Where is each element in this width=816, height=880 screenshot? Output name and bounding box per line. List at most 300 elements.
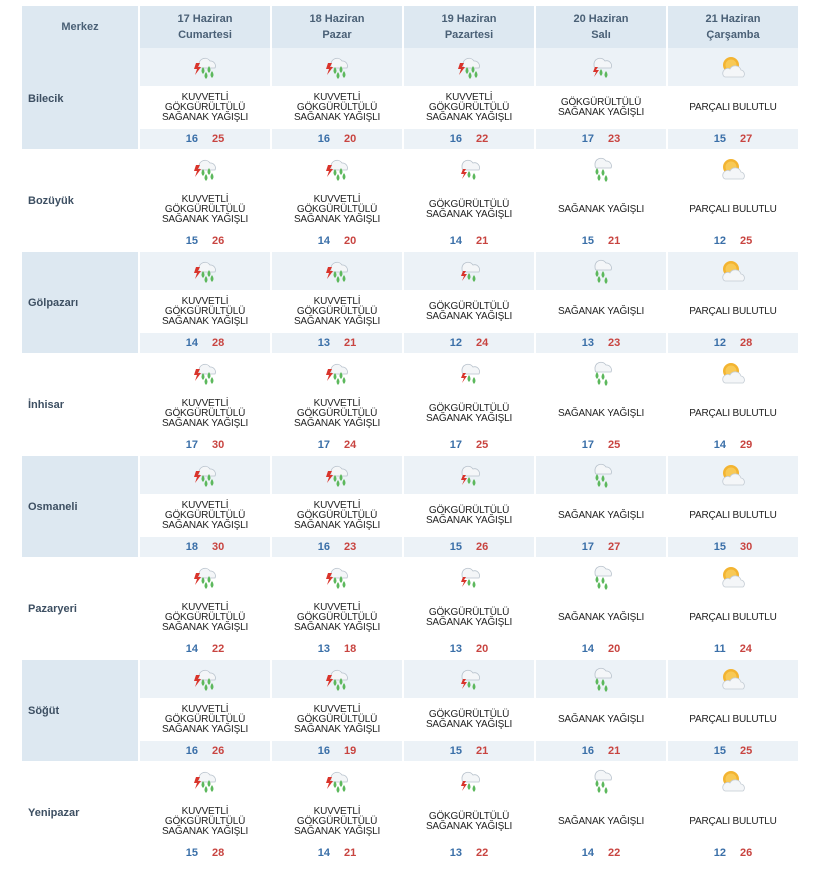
strong-thunder-shower-icon: [190, 256, 220, 286]
strong-thunder-shower-icon: [322, 358, 352, 388]
min-temperature: 15: [713, 745, 726, 757]
weather-description: KUVVETLİ GÖKGÜRÜLTÜLÜ SAĞANAK YAĞIŞLI: [161, 295, 249, 327]
city-name: Yenipazar: [28, 806, 80, 819]
forecast-cell: [404, 252, 534, 353]
thunder-shower-icon: [454, 256, 484, 286]
temperature-range: [404, 741, 534, 761]
weather-description: KUVVETLİ GÖKGÜRÜLTÜLÜ SAĞANAK YAĞIŞLI: [293, 295, 381, 327]
weather-icon-row: [536, 762, 666, 800]
max-temperature: 20: [344, 235, 357, 247]
forecast-cell-inner: [140, 558, 270, 659]
weather-description: KUVVETLİ GÖKGÜRÜLTÜLÜ SAĞANAK YAĞIŞLI: [293, 91, 381, 123]
weather-icon-row: [272, 762, 402, 800]
weather-description: GÖKGÜRÜLTÜLÜ SAĞANAK YAĞIŞLI: [425, 708, 513, 730]
forecast-cell: [404, 558, 534, 659]
thunder-shower-icon: [454, 358, 484, 388]
forecast-cell: [668, 456, 798, 557]
weather-icon-row: [404, 354, 534, 392]
temperature-range: [668, 639, 798, 659]
temperature-range: [536, 231, 666, 251]
row-divider: [22, 863, 798, 864]
min-temperature: 12: [713, 337, 726, 349]
forecast-cell: [272, 558, 402, 659]
weather-description: SAĞANAK YAĞIŞLI: [557, 203, 645, 215]
max-temperature: 29: [740, 439, 753, 451]
max-temperature: 20: [476, 643, 489, 655]
forecast-cell: [140, 354, 270, 455]
max-temperature: 27: [740, 133, 753, 145]
forecast-cell-inner: [140, 252, 270, 353]
forecast-cell-inner: [668, 660, 798, 761]
shower-icon: [586, 256, 616, 286]
min-temperature: 14: [185, 643, 198, 655]
forecast-cell-inner: [404, 456, 534, 557]
temperature-range: [536, 537, 666, 557]
weather-icon-row: [140, 150, 270, 188]
forecast-cell: [536, 150, 666, 251]
max-temperature: 25: [740, 745, 753, 757]
forecast-cell: [668, 252, 798, 353]
forecast-cell: [668, 558, 798, 659]
forecast-cell-inner: [536, 762, 666, 863]
max-temperature: 20: [344, 133, 357, 145]
strong-thunder-shower-icon: [322, 664, 352, 694]
weather-icon-row: [272, 48, 402, 86]
weather-description: GÖKGÜRÜLTÜLÜ SAĞANAK YAĞIŞLI: [557, 96, 645, 118]
forecast-cell: [272, 354, 402, 455]
shower-icon: [586, 766, 616, 796]
min-temperature: 13: [317, 337, 330, 349]
forecast-cell-inner: [140, 762, 270, 863]
max-temperature: 30: [212, 541, 225, 553]
weather-icon-row: [140, 354, 270, 392]
max-temperature: 23: [608, 337, 621, 349]
forecast-cell-inner: [140, 150, 270, 251]
city-row: [22, 354, 798, 455]
forecast-cell: [404, 762, 534, 863]
weather-description: GÖKGÜRÜLTÜLÜ SAĞANAK YAĞIŞLI: [425, 198, 513, 220]
day-date: 17 Haziran: [177, 13, 233, 25]
temperature-range: [272, 435, 402, 455]
weather-icon-row: [668, 150, 798, 188]
forecast-cell-inner: [668, 354, 798, 455]
temperature-range: [140, 231, 270, 251]
weather-icon-row: [140, 762, 270, 800]
weather-icon-row: [272, 660, 402, 698]
day-header: [404, 6, 534, 48]
forecast-cell: [536, 456, 666, 557]
weather-description: SAĞANAK YAĞIŞLI: [557, 713, 645, 725]
weather-description: KUVVETLİ GÖKGÜRÜLTÜLÜ SAĞANAK YAĞIŞLI: [161, 91, 249, 123]
strong-thunder-shower-icon: [322, 154, 352, 184]
max-temperature: 24: [476, 337, 489, 349]
max-temperature: 23: [608, 133, 621, 145]
shower-icon: [586, 154, 616, 184]
forecast-cell-inner: [536, 48, 666, 149]
city-row: [22, 48, 798, 149]
partly-cloudy-icon: [717, 257, 749, 285]
forecast-cell-inner: [272, 558, 402, 659]
max-temperature: 28: [740, 337, 753, 349]
min-temperature: 14: [581, 847, 594, 859]
weather-icon-row: [536, 150, 666, 188]
day-date: 21 Haziran: [705, 13, 761, 25]
weather-description: PARÇALI BULUTLU: [689, 305, 777, 317]
city-row: [22, 456, 798, 557]
weather-icon-row: [536, 252, 666, 290]
max-temperature: 21: [344, 847, 357, 859]
max-temperature: 26: [212, 745, 225, 757]
strong-thunder-shower-icon: [190, 460, 220, 490]
forecast-cell: [140, 150, 270, 251]
forecast-cell: [272, 456, 402, 557]
shower-icon: [586, 460, 616, 490]
weather-icon-row: [404, 762, 534, 800]
forecast-cell: [272, 762, 402, 863]
forecast-cell: [404, 150, 534, 251]
weather-description: SAĞANAK YAĞIŞLI: [557, 407, 645, 419]
day-weekday: Salı: [591, 29, 611, 41]
temperature-range: [668, 843, 798, 863]
partly-cloudy-icon: [717, 665, 749, 693]
max-temperature: 25: [608, 439, 621, 451]
max-temperature: 28: [212, 847, 225, 859]
weather-icon-row: [272, 558, 402, 596]
weather-icon-row: [668, 252, 798, 290]
weather-description: KUVVETLİ GÖKGÜRÜLTÜLÜ SAĞANAK YAĞIŞLI: [161, 601, 249, 633]
max-temperature: 24: [344, 439, 357, 451]
weather-description: PARÇALI BULUTLU: [689, 815, 777, 827]
forecast-cell-inner: [536, 558, 666, 659]
weather-description: KUVVETLİ GÖKGÜRÜLTÜLÜ SAĞANAK YAĞIŞLI: [425, 91, 513, 123]
thunder-shower-icon: [454, 154, 484, 184]
forecast-cell: [668, 150, 798, 251]
max-temperature: 30: [212, 439, 225, 451]
weather-icon-row: [272, 456, 402, 494]
min-temperature: 17: [581, 439, 594, 451]
temperature-range: [272, 129, 402, 149]
max-temperature: 22: [476, 847, 489, 859]
city-row: [22, 252, 798, 353]
min-temperature: 14: [581, 643, 594, 655]
city-name: İnhisar: [28, 398, 65, 411]
weather-icon-row: [140, 456, 270, 494]
weather-description: SAĞANAK YAĞIŞLI: [557, 305, 645, 317]
weather-icon-row: [668, 762, 798, 800]
max-temperature: 22: [608, 847, 621, 859]
min-temperature: 15: [185, 847, 198, 859]
weather-description: GÖKGÜRÜLTÜLÜ SAĞANAK YAĞIŞLI: [425, 606, 513, 628]
day-header: [536, 6, 666, 48]
forecast-cell-inner: [272, 762, 402, 863]
temperature-range: [668, 129, 798, 149]
weather-description: KUVVETLİ GÖKGÜRÜLTÜLÜ SAĞANAK YAĞIŞLI: [161, 193, 249, 225]
weather-icon-row: [536, 48, 666, 86]
temperature-range: [140, 435, 270, 455]
weather-icon-row: [272, 252, 402, 290]
temperature-range: [668, 537, 798, 557]
partly-cloudy-icon: [717, 461, 749, 489]
forecast-cell-inner: [668, 456, 798, 557]
temperature-range: [404, 843, 534, 863]
temperature-range: [404, 639, 534, 659]
forecast-cell-inner: [536, 660, 666, 761]
day-date: 20 Haziran: [573, 13, 629, 25]
temperature-range: [668, 333, 798, 353]
weather-description: KUVVETLİ GÖKGÜRÜLTÜLÜ SAĞANAK YAĞIŞLI: [161, 499, 249, 531]
day-weekday: Pazartesi: [444, 29, 494, 41]
weather-icon-row: [272, 150, 402, 188]
strong-thunder-shower-icon: [322, 562, 352, 592]
thunder-shower-icon: [454, 562, 484, 592]
weather-icon-row: [272, 354, 402, 392]
weather-icon-row: [404, 456, 534, 494]
forecast-cell: [404, 660, 534, 761]
city-row: [22, 660, 798, 761]
merkez-label: Merkez: [61, 21, 99, 33]
forecast-cell-inner: [404, 762, 534, 863]
weather-icon-row: [668, 456, 798, 494]
merkez-header: [22, 6, 138, 48]
max-temperature: 23: [344, 541, 357, 553]
min-temperature: 17: [185, 439, 198, 451]
weather-description: PARÇALI BULUTLU: [689, 509, 777, 521]
min-temperature: 16: [185, 133, 198, 145]
weather-description: GÖKGÜRÜLTÜLÜ SAĞANAK YAĞIŞLI: [425, 810, 513, 832]
forecast-cell: [140, 456, 270, 557]
city-name: Gölpazarı: [22, 252, 138, 353]
weather-description: KUVVETLİ GÖKGÜRÜLTÜLÜ SAĞANAK YAĞIŞLI: [293, 703, 381, 735]
forecast-cell: [536, 762, 666, 863]
weather-description: GÖKGÜRÜLTÜLÜ SAĞANAK YAĞIŞLI: [425, 402, 513, 424]
forecast-cell: [140, 252, 270, 353]
forecast-cell-inner: [272, 150, 402, 251]
weather-icon-row: [140, 252, 270, 290]
strong-thunder-shower-icon: [190, 766, 220, 796]
shower-icon: [586, 358, 616, 388]
forecast-cell-inner: [404, 660, 534, 761]
min-temperature: 16: [317, 745, 330, 757]
day-header: [272, 6, 402, 48]
thunder-shower-icon: [586, 52, 616, 82]
thunder-shower-icon: [454, 664, 484, 694]
temperature-range: [272, 741, 402, 761]
max-temperature: 25: [212, 133, 225, 145]
strong-thunder-shower-icon: [190, 358, 220, 388]
city-name: Bilecik: [22, 48, 138, 149]
min-temperature: 13: [449, 847, 462, 859]
forecast-cell: [140, 660, 270, 761]
partly-cloudy-icon: [717, 767, 749, 795]
min-temperature: 17: [449, 439, 462, 451]
weather-icon-row: [404, 252, 534, 290]
max-temperature: 20: [608, 643, 621, 655]
max-temperature: 21: [608, 745, 621, 757]
min-temperature: 17: [581, 541, 594, 553]
temperature-range: [140, 129, 270, 149]
forecast-cell-inner: [536, 456, 666, 557]
day-header: [140, 6, 270, 48]
weather-icon-row: [668, 558, 798, 596]
temperature-range: [272, 333, 402, 353]
weather-description: PARÇALI BULUTLU: [689, 101, 777, 113]
forecast-cell-inner: [668, 558, 798, 659]
forecast-cell: [272, 252, 402, 353]
min-temperature: 16: [185, 745, 198, 757]
min-temperature: 13: [449, 643, 462, 655]
partly-cloudy-icon: [717, 359, 749, 387]
temperature-range: [404, 537, 534, 557]
weather-icon-row: [668, 354, 798, 392]
forecast-cell-inner: [140, 354, 270, 455]
forecast-cell-inner: [536, 252, 666, 353]
forecast-cell: [536, 558, 666, 659]
forecast-cell-inner: [404, 354, 534, 455]
forecast-cell: [536, 48, 666, 149]
temperature-range: [536, 129, 666, 149]
forecast-cell: [536, 660, 666, 761]
weather-icon-row: [404, 48, 534, 86]
strong-thunder-shower-icon: [190, 154, 220, 184]
min-temperature: 15: [449, 745, 462, 757]
weather-icon-row: [536, 456, 666, 494]
min-temperature: 12: [713, 847, 726, 859]
max-temperature: 22: [476, 133, 489, 145]
forecast-cell-inner: [272, 660, 402, 761]
forecast-cell-inner: [404, 150, 534, 251]
forecast-cell-inner: [272, 252, 402, 353]
forecast-cell-inner: [668, 150, 798, 251]
temperature-range: [140, 843, 270, 863]
thunder-shower-icon: [454, 766, 484, 796]
max-temperature: 26: [740, 847, 753, 859]
strong-thunder-shower-icon: [322, 256, 352, 286]
strong-thunder-shower-icon: [454, 52, 484, 82]
min-temperature: 15: [713, 133, 726, 145]
temperature-range: [536, 741, 666, 761]
weather-description: SAĞANAK YAĞIŞLI: [557, 509, 645, 521]
temperature-range: [536, 435, 666, 455]
weather-description: GÖKGÜRÜLTÜLÜ SAĞANAK YAĞIŞLI: [425, 300, 513, 322]
forecast-cell-inner: [140, 456, 270, 557]
forecast-cell: [404, 48, 534, 149]
weather-description: SAĞANAK YAĞIŞLI: [557, 611, 645, 623]
strong-thunder-shower-icon: [190, 664, 220, 694]
max-temperature: 18: [344, 643, 357, 655]
temperature-range: [404, 333, 534, 353]
temperature-range: [668, 231, 798, 251]
strong-thunder-shower-icon: [190, 562, 220, 592]
temperature-range: [536, 843, 666, 863]
forecast-cell: [668, 660, 798, 761]
weather-description: SAĞANAK YAĞIŞLI: [557, 815, 645, 827]
min-temperature: 16: [317, 541, 330, 553]
shower-icon: [586, 562, 616, 592]
min-temperature: 15: [449, 541, 462, 553]
forecast-cell: [668, 762, 798, 863]
max-temperature: 21: [476, 745, 489, 757]
forecast-cell-inner: [404, 558, 534, 659]
city-name: Osmaneli: [22, 456, 138, 557]
weather-description: KUVVETLİ GÖKGÜRÜLTÜLÜ SAĞANAK YAĞIŞLI: [293, 499, 381, 531]
max-temperature: 26: [476, 541, 489, 553]
max-temperature: 26: [212, 235, 225, 247]
header-row: [22, 6, 798, 48]
temperature-range: [272, 843, 402, 863]
min-temperature: 14: [317, 235, 330, 247]
weather-icon-row: [668, 48, 798, 86]
forecast-cell: [668, 354, 798, 455]
weather-icon-row: [536, 354, 666, 392]
min-temperature: 15: [185, 235, 198, 247]
forecast-cell: [140, 558, 270, 659]
temperature-range: [140, 741, 270, 761]
city-name: Söğüt: [22, 660, 138, 761]
day-date: 18 Haziran: [309, 13, 365, 25]
min-temperature: 18: [185, 541, 198, 553]
forecast-cell-inner: [272, 354, 402, 455]
max-temperature: 21: [344, 337, 357, 349]
min-temperature: 12: [713, 235, 726, 247]
city-name: Bozüyük: [28, 194, 74, 207]
min-temperature: 14: [317, 847, 330, 859]
forecast-cell-inner: [668, 48, 798, 149]
weather-description: PARÇALI BULUTLU: [689, 407, 777, 419]
max-temperature: 25: [476, 439, 489, 451]
forecast-cell: [140, 762, 270, 863]
max-temperature: 22: [212, 643, 225, 655]
partly-cloudy-icon: [717, 155, 749, 183]
day-weekday: Çarşamba: [706, 29, 760, 41]
shower-icon: [586, 664, 616, 694]
forecast-cell-inner: [668, 252, 798, 353]
day-date: 19 Haziran: [441, 13, 497, 25]
weather-icon-row: [536, 558, 666, 596]
forecast-table: [20, 6, 800, 864]
temperature-range: [272, 639, 402, 659]
temperature-range: [404, 231, 534, 251]
temperature-range: [272, 231, 402, 251]
temperature-range: [140, 639, 270, 659]
weather-description: KUVVETLİ GÖKGÜRÜLTÜLÜ SAĞANAK YAĞIŞLI: [293, 397, 381, 429]
temperature-range: [668, 741, 798, 761]
max-temperature: 24: [739, 643, 752, 655]
day-weekday: Cumartesi: [178, 29, 232, 41]
weather-icon-row: [404, 558, 534, 596]
min-temperature: 16: [581, 745, 594, 757]
weather-description: KUVVETLİ GÖKGÜRÜLTÜLÜ SAĞANAK YAĞIŞLI: [293, 805, 381, 837]
min-temperature: 14: [185, 337, 198, 349]
weather-description: KUVVETLİ GÖKGÜRÜLTÜLÜ SAĞANAK YAĞIŞLI: [161, 703, 249, 735]
min-temperature: 15: [713, 541, 726, 553]
forecast-cell-inner: [536, 354, 666, 455]
city-row: [22, 150, 798, 251]
row-divider-cell: [22, 863, 798, 864]
max-temperature: 30: [740, 541, 753, 553]
forecast-cell: [140, 48, 270, 149]
forecast-cell-inner: [536, 150, 666, 251]
weather-description: KUVVETLİ GÖKGÜRÜLTÜLÜ SAĞANAK YAĞIŞLI: [293, 193, 381, 225]
weather-icon-row: [668, 660, 798, 698]
city-row: [22, 762, 798, 863]
weather-description: PARÇALI BULUTLU: [689, 713, 777, 725]
forecast-cell-inner: [404, 252, 534, 353]
min-temperature: 15: [581, 235, 594, 247]
temperature-range: [404, 129, 534, 149]
min-temperature: 14: [713, 439, 726, 451]
temperature-range: [140, 537, 270, 557]
max-temperature: 27: [608, 541, 621, 553]
